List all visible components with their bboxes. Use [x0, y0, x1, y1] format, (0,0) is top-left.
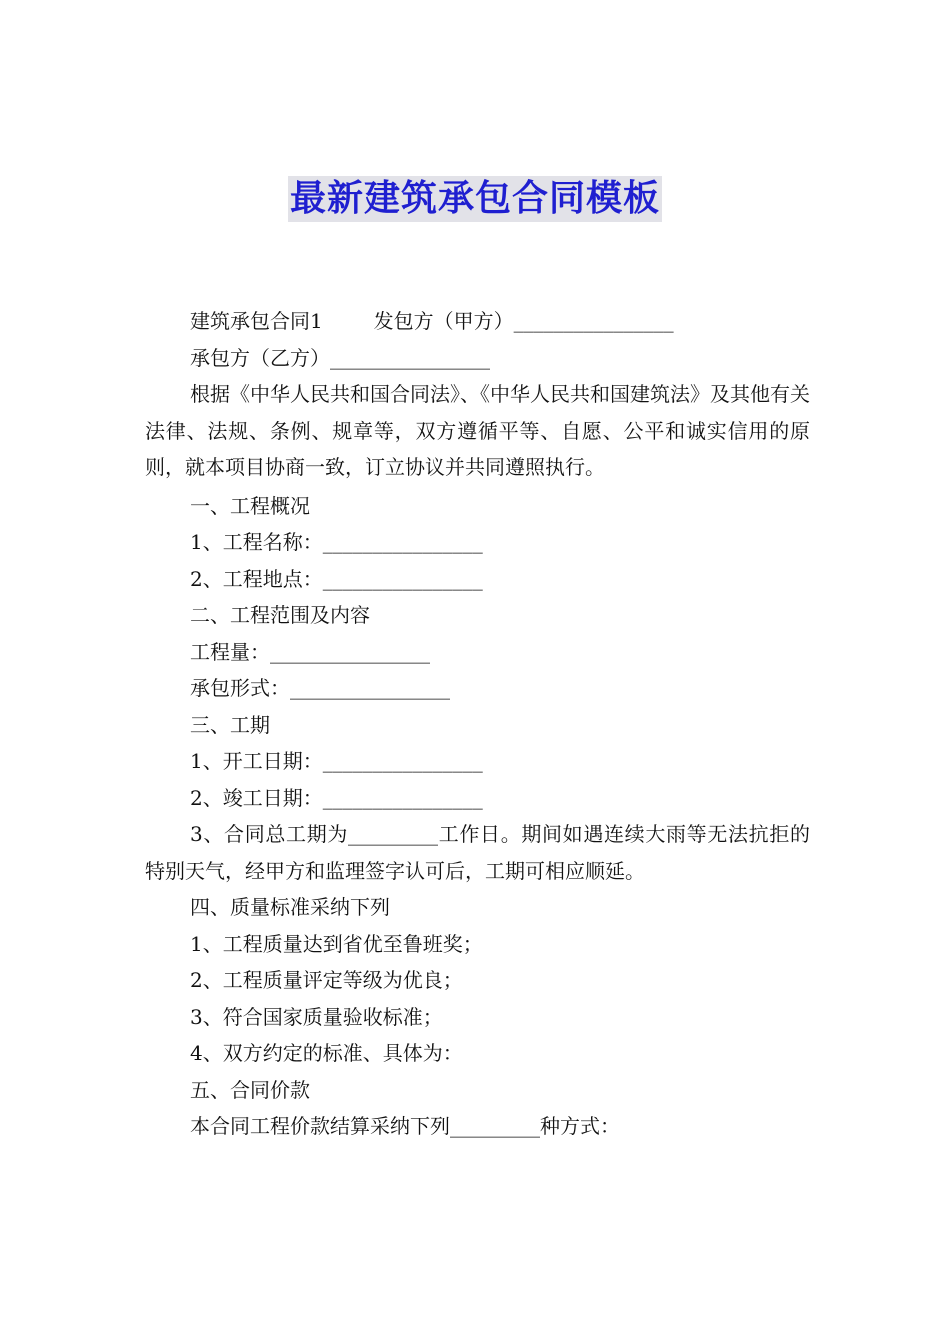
- paragraph-project-name: 1、工程名称：________________: [190, 530, 483, 554]
- section-heading-overview: 一、工程概况: [190, 493, 310, 518]
- paragraph-contract-form: 承包形式：________________: [190, 676, 450, 700]
- paragraph-quality-2: 2、工程质量评定等级为优良；: [190, 968, 463, 992]
- document-body: [145, 303, 810, 1145]
- paragraph-preamble: 根据《中华人民共和国合同法》、《中华人民共和国建筑法》及其他有关法律、法规、条例、规章等，双方遵循平等、自愿、公平和诚实信用的原则，就本项目协商一致，订立协议并共同遵照执行。: [145, 382, 810, 479]
- paragraph-total-duration: 3、合同总工期为_________工作日。期间如遇连续大雨等无法抗拒的特别天气，经甲方和监理签字认可后，工期可相应顺延。: [145, 822, 810, 883]
- title-container: [0, 176, 950, 222]
- paragraph-quality-4: 4、双方约定的标准、具体为：: [190, 1041, 463, 1065]
- section-heading-schedule: 三、工期: [190, 712, 270, 737]
- section-heading-price: 五、合同价款: [190, 1077, 310, 1102]
- paragraph-quantity: 工程量：________________: [190, 639, 430, 664]
- paragraph-quality-1: 1、工程质量达到省优至鲁班奖；: [190, 931, 483, 956]
- document-title: 最新建筑承包合同模板: [288, 176, 662, 222]
- paragraph-completion-date: 2、竣工日期：________________: [190, 785, 483, 810]
- paragraph-project-location: 2、工程地点：________________: [190, 566, 483, 591]
- section-heading-quality: 四、质量标准采纳下列: [190, 895, 390, 919]
- paragraph-contractor: 承包方（乙方）________________: [190, 345, 490, 370]
- paragraph-quality-3: 3、符合国家质量验收标准；: [190, 1004, 443, 1029]
- paragraph-start-date: 1、开工日期：________________: [190, 749, 483, 773]
- paragraph-contract-header: 建筑承包合同1 发包方（甲方）________________: [190, 309, 674, 333]
- section-heading-scope: 二、工程范围及内容: [190, 603, 370, 627]
- paragraph-price-settlement: 本合同工程价款结算采纳下列_________种方式：: [190, 1114, 620, 1138]
